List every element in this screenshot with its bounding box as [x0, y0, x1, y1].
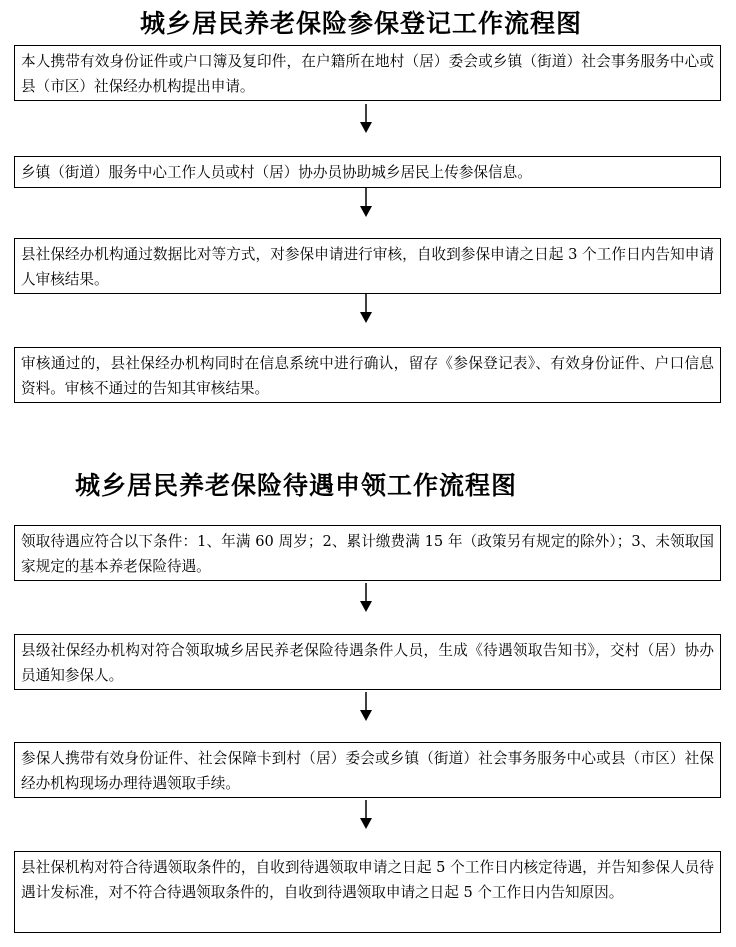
flow1-step-3: 县社保经办机构通过数据比对等方式，对参保申请进行审核，自收到参保申请之日起 3 个工作日内告知申请人审核结果。: [14, 238, 721, 294]
flow2-step-3: 参保人携带有效身份证件、社会保障卡到村（居）委会或乡镇（街道）社会事务服务中心或县（市区）社保经办机构现场办理待遇领取手续。: [14, 742, 721, 798]
flow2-step-2: 县级社保经办机构对符合领取城乡居民养老保险待遇条件人员，生成《待遇领取告知书》，交村（居）协办员通知参保人。: [14, 634, 721, 690]
flow2-title: 城乡居民养老保险待遇申领工作流程图: [75, 471, 518, 500]
flow2-step-1: 领取待遇应符合以下条件：1、年满 60 周岁；2、累计缴费满 15 年（政策另有规定的除外）；3、未领取国家规定的基本养老保险待遇。: [14, 525, 721, 581]
flow1-arrow-3: [359, 294, 373, 324]
flow2-arrow-1: [359, 583, 373, 613]
flow2-step-4: 县社保机构对符合待遇领取条件的，自收到待遇领取申请之日起 5 个工作日内核定待遇，并告知参保人员待遇计发标准，对不符合待遇领取条件的，自收到待遇领取申请之日起 5 个工作日内告知原因。: [14, 851, 721, 933]
flow1-arrow-1: [359, 104, 373, 134]
flow1-title: 城乡居民养老保险参保登记工作流程图: [140, 9, 583, 38]
flow2-arrow-2: [359, 692, 373, 722]
flow2-arrow-3: [359, 800, 373, 830]
flow1-step-4: 审核通过的，县社保经办机构同时在信息系统中进行确认，留存《参保登记表》、有效身份证件、户口信息资料。审核不通过的告知其审核结果。: [14, 347, 721, 403]
flow1-step-2: 乡镇（街道）服务中心工作人员或村（居）协办员协助城乡居民上传参保信息。: [14, 156, 721, 188]
flow1-arrow-2: [359, 188, 373, 218]
flow1-step-1: 本人携带有效身份证件或户口簿及复印件，在户籍所在地村（居）委会或乡镇（街道）社会事务服务中心或县（市区）社保经办机构提出申请。: [14, 45, 721, 101]
